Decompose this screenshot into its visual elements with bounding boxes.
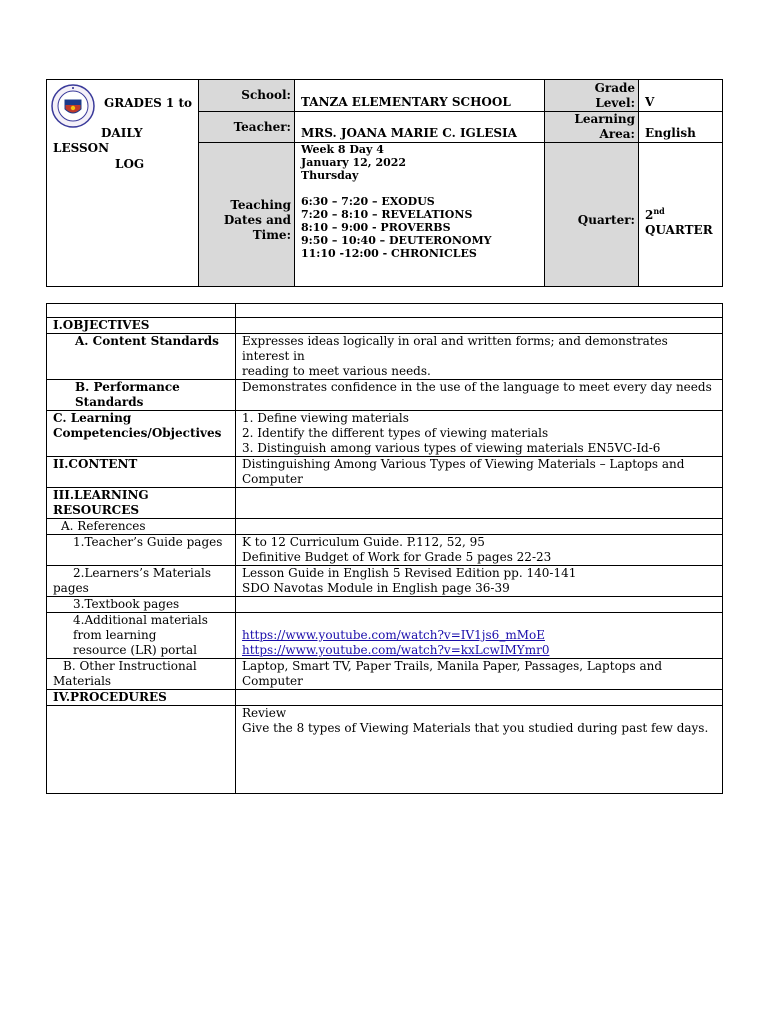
table-row	[47, 318, 723, 334]
teacher-label: Teacher:	[199, 112, 295, 143]
table-row	[47, 488, 723, 519]
content-value: Distinguishing Among Various Types of Viewing Materials – Laptops and Computer	[236, 457, 723, 488]
empty-cell	[236, 690, 723, 706]
grade-label: Grade Level:	[545, 80, 639, 112]
school-label: School:	[199, 80, 295, 112]
table-row	[47, 706, 723, 794]
quarter-value	[639, 143, 723, 287]
content-standards-label: A. Content Standards	[47, 334, 236, 380]
tg-label: 1.Teacher’s Guide pages	[47, 535, 236, 566]
references-label: A. References	[47, 519, 236, 535]
quarter-number: 2	[645, 207, 654, 222]
youtube-link-2[interactable]: https://www.youtube.com/watch?v=kxLcwIMYmr0	[242, 643, 550, 657]
lm-value: Lesson Guide in English 5 Revised Edition pp. 140-141 SDO Navotas Module in English page 36-39	[236, 566, 723, 597]
lm-label: 2.Learners’s Materials pages	[47, 566, 236, 597]
empty-cell	[236, 519, 723, 535]
performance-label: B. Performance Standards	[47, 380, 236, 411]
deped-seal-icon	[51, 84, 95, 128]
table-row	[47, 380, 723, 411]
table-row	[47, 535, 723, 566]
empty-cell	[236, 318, 723, 334]
quarter-label: Quarter:	[545, 143, 639, 287]
table-row	[47, 659, 723, 690]
other-value: Laptop, Smart TV, Paper Trails, Manila Paper, Passages, Laptops and Computer	[236, 659, 723, 690]
tg-value: K to 12 Curriculum Guide. P.112, 52, 95 Definitive Budget of Work for Grade 5 pages 22-23	[236, 535, 723, 566]
table-row	[47, 613, 723, 659]
title-cell	[47, 80, 199, 287]
procedures-label: IV.PROCEDURES	[47, 690, 236, 706]
table-row	[47, 304, 723, 318]
empty-cell	[47, 706, 236, 794]
dates-value: Week 8 Day 4 January 12, 2022 Thursday 6:30 – 7:20 – EXODUS 7:20 – 8:10 – REVELATIONS 8:10 – 9:00 - PROVERBS 9:50 – 10:40 – DEUTERONOMY 11:10 -12:00 - CHRONICLES	[295, 143, 545, 287]
area-value: English	[639, 112, 723, 143]
content-standards-value: Expresses ideas logically in oral and written forms; and demonstrates interest in reading to meet various needs.	[236, 334, 723, 380]
other-label: B. Other Instructional Materials	[47, 659, 236, 690]
resources-label: III.LEARNING RESOURCES	[47, 488, 236, 519]
teacher-value: MRS. JOANA MARIE C. IGLESIA	[295, 112, 545, 143]
empty-cell	[47, 304, 236, 318]
tb-label: 3.Textbook pages	[47, 597, 236, 613]
review-text: Give the 8 types of Viewing Materials that you studied during past few days.	[242, 721, 709, 735]
school-value: TANZA ELEMENTARY SCHOOL	[295, 80, 545, 112]
quarter-word: QUARTER	[645, 222, 713, 237]
title-line-4: LOG	[115, 157, 145, 171]
competencies-label: C. Learning Competencies/Objectives	[47, 411, 236, 457]
quarter-suffix: nd	[653, 205, 665, 216]
content-label: II.CONTENT	[47, 457, 236, 488]
lesson-table	[46, 303, 723, 794]
empty-cell	[236, 597, 723, 613]
table-row	[47, 690, 723, 706]
youtube-link-1[interactable]: https://www.youtube.com/watch?v=IV1js6_mMoE	[242, 628, 545, 642]
review-title: Review	[242, 706, 287, 720]
title-line-2: DAILY	[101, 126, 143, 140]
competencies-value: 1. Define viewing materials 2. Identify the different types of viewing materials 3. Distinguish among various types of viewing materials EN5VC-Id-6	[236, 411, 723, 457]
performance-value: Demonstrates confidence in the use of the language to meet every day needs	[236, 380, 723, 411]
table-row	[47, 457, 723, 488]
table-row	[47, 519, 723, 535]
header-table	[46, 79, 723, 287]
table-row	[47, 411, 723, 457]
table-row	[47, 597, 723, 613]
links-cell	[236, 613, 723, 659]
empty-cell	[236, 488, 723, 519]
additional-label: 4.Additional materials from learning resource (LR) portal	[47, 613, 236, 659]
table-row	[47, 334, 723, 380]
objectives-label: I.OBJECTIVES	[47, 318, 236, 334]
review-cell	[236, 706, 723, 794]
title-line-1: GRADES 1 to	[104, 96, 193, 110]
grade-value: V	[639, 80, 723, 112]
dates-label: Teaching Dates and Time:	[199, 143, 295, 287]
table-row	[47, 566, 723, 597]
title-line-3: LESSON	[53, 141, 110, 155]
empty-cell	[236, 304, 723, 318]
area-label: Learning Area:	[545, 112, 639, 143]
